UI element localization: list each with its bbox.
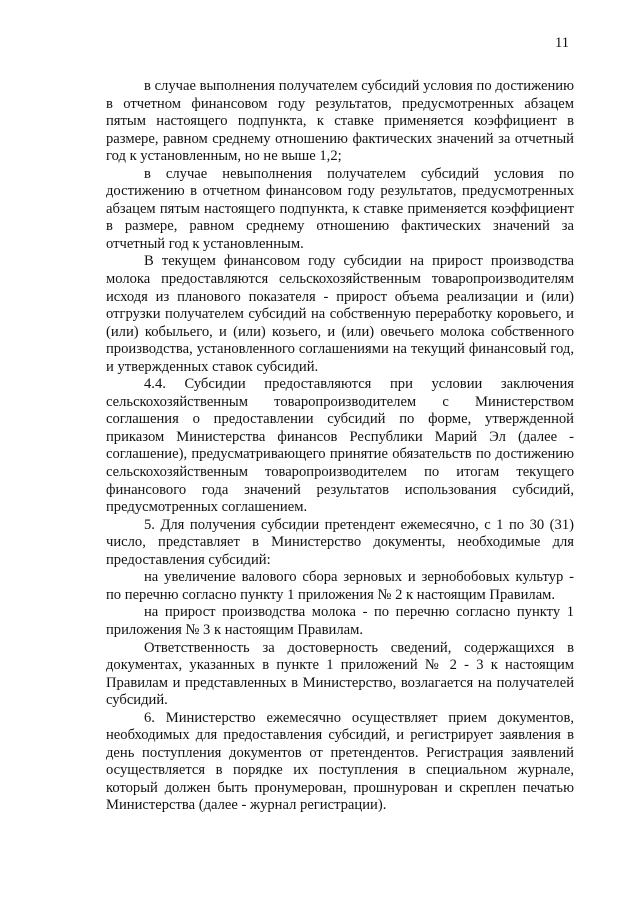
paragraph-milk-subsidy: В текущем финансовом году субсидии на прирост производства молока предоставляются сельскохозяйственным товаропроизводителям исходя из планового показателя - прирост объема реализации и (или) отгрузки получателем субсидий на собственную переработку коровьего, и (или) кобыльего, и (или) козьего, и (или) овечьего молока собственного производства, установленного соглашениями на текущий финансовый год, и утвержденных ставок субсидий. bbox=[106, 253, 574, 375]
paragraph-clause-6: 6. Министерство ежемесячно осуществляет прием документов, необходимых для предоставления субсидий, и регистрирует заявления в день поступления документов от претендентов. Регистрация заявлений осуществляется в порядке их поступления в специальном журнале, который должен быть пронумерован, прошнурован и скреплен печатью Министерства (далее - журнал регистрации). bbox=[106, 709, 574, 814]
document-body bbox=[106, 78, 574, 815]
paragraph-condition-not-met: в случае невыполнения получателем субсидий условия по достижению в отчетном финансовом году результатов, предусмотренных абзацем пятым настоящего подпункта, к ставке применяется коэффициент в размере, равном среднему отношению фактических значений за отчетный год к установленным. bbox=[106, 165, 574, 252]
paragraph-responsibility: Ответственность за достоверность сведений, содержащихся в документах, указанных в пункте 1 приложений № 2 - 3 к настоящим Правилам и представленных в Министерство, возлагается на получателей субсидий. bbox=[106, 639, 574, 709]
paragraph-condition-met: в случае выполнения получателем субсидий условия по достижению в отчетном финансовом году результатов, предусмотренных абзацем пятым настоящего подпункта, к ставке применяется коэффициент в размере, равном среднему отношению фактических значений за отчетный год к установленным, но не выше 1,2; bbox=[106, 78, 574, 165]
paragraph-clause-4-4: 4.4. Субсидии предоставляются при условии заключения сельскохозяйственным товаропроизводителем с Министерством соглашения о предоставлении субсидий по форме, утвержденной приказом Министерства финансов Республики Марий Эл (далее - соглашение), предусматривающего принятие обязательств по достижению сельскохозяйственным товаропроизводителем по итогам текущего финансового года значений результатов использования субсидий, предусмотренных соглашением. bbox=[106, 376, 574, 516]
paragraph-grain-crops: на увеличение валового сбора зерновых и зернобобовых культур - по перечню согласно пункту 1 приложения № 2 к настоящим Правилам. bbox=[106, 569, 574, 603]
paragraph-milk-production: на прирост производства молока - по перечню согласно пункту 1 приложения № 3 к настоящим Правилам. bbox=[106, 604, 574, 638]
page-number: 11 bbox=[555, 35, 569, 51]
paragraph-clause-5: 5. Для получения субсидии претендент ежемесячно, с 1 по 30 (31) число, представляет в Министерство документы, необходимые для предоставления субсидий: bbox=[106, 516, 574, 568]
